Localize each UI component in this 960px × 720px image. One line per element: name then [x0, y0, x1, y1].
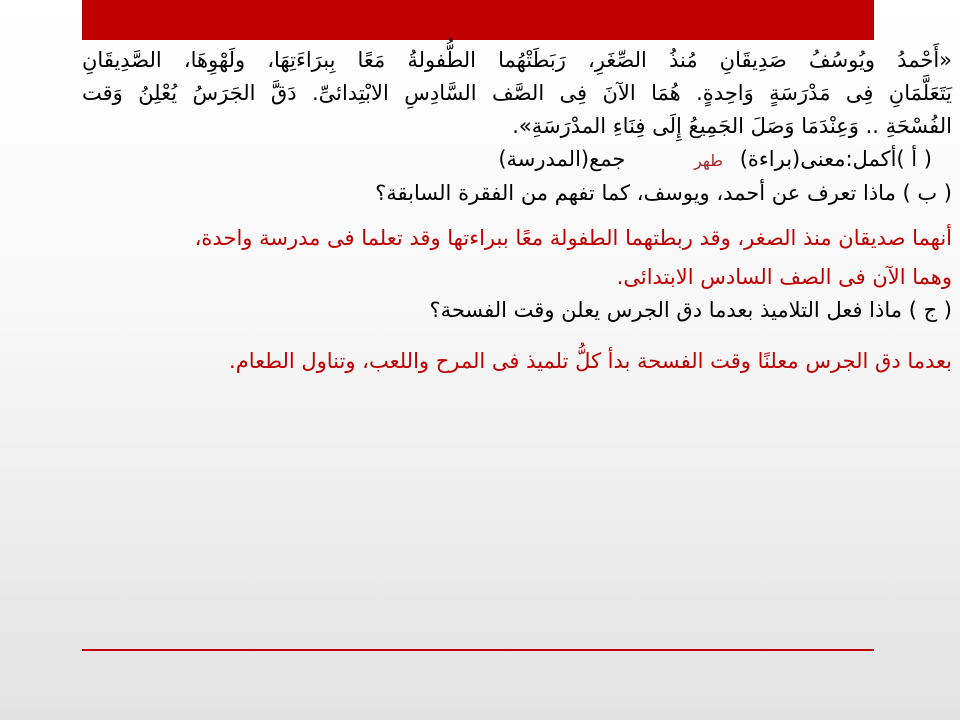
question-a-plural: جمع(المدرسة): [498, 147, 626, 171]
passage-line-2: يَتَعَلَّمَانِ فِى مَدْرَسَةٍ وَاحِدةٍ. هُمَا الآنَ فِى الصَّف السَّادِسِ الابْتِدائىِّ. دَقَّ الجَرَسُ يُعْلِنُ وَقت: [82, 81, 952, 105]
answer-b-line-1: أنهما صديقان منذ الصغر، وقد ربطتهما الطفولة معًا ببراءتها وقد تعلما فى مدرسة واحدة،: [194, 226, 952, 250]
question-c: ( ج ) ماذا فعل التلاميذ بعدما دق الجرس يعلن وقت الفسحة؟: [429, 298, 952, 322]
passage-line-1: «أَحْمدُ ويُوسُفُ صَدِيقَانِ مُنذُ الصِّغَرِ، رَبَطَتْهُما الطُّفولةُ مَعًا بِبرَاءَتِهَا، ولَهْوِهَا، الصَّدِيقَانِ: [82, 48, 952, 72]
answer-c: بعدما دق الجرس معلنًا وقت الفسحة بدأ كلُّ تلميذ فى المرح واللعب، وتناول الطعام.: [229, 349, 952, 373]
question-a-answer: طهر: [694, 151, 724, 170]
bottom-red-line: [82, 649, 874, 651]
top-red-bar: [82, 0, 874, 40]
question-a: [82, 143, 952, 177]
passage-line-3: الفُسْحَةِ .. وَعِنْدَمَا وَصَلَ الجَمِيعُ إِلَى فِنَاءِ المدْرَسَةِ».: [512, 114, 952, 138]
question-a-prefix: ( أ )أكمل:معنى(براءة): [739, 147, 932, 171]
slide-content: [82, 44, 952, 378]
question-b: ( ب ) ماذا تعرف عن أحمد، ويوسف، كما تفهم من الفقرة السابقة؟: [375, 181, 952, 205]
answer-b-line-2: وهما الآن فى الصف السادس الابتدائى.: [616, 265, 952, 289]
